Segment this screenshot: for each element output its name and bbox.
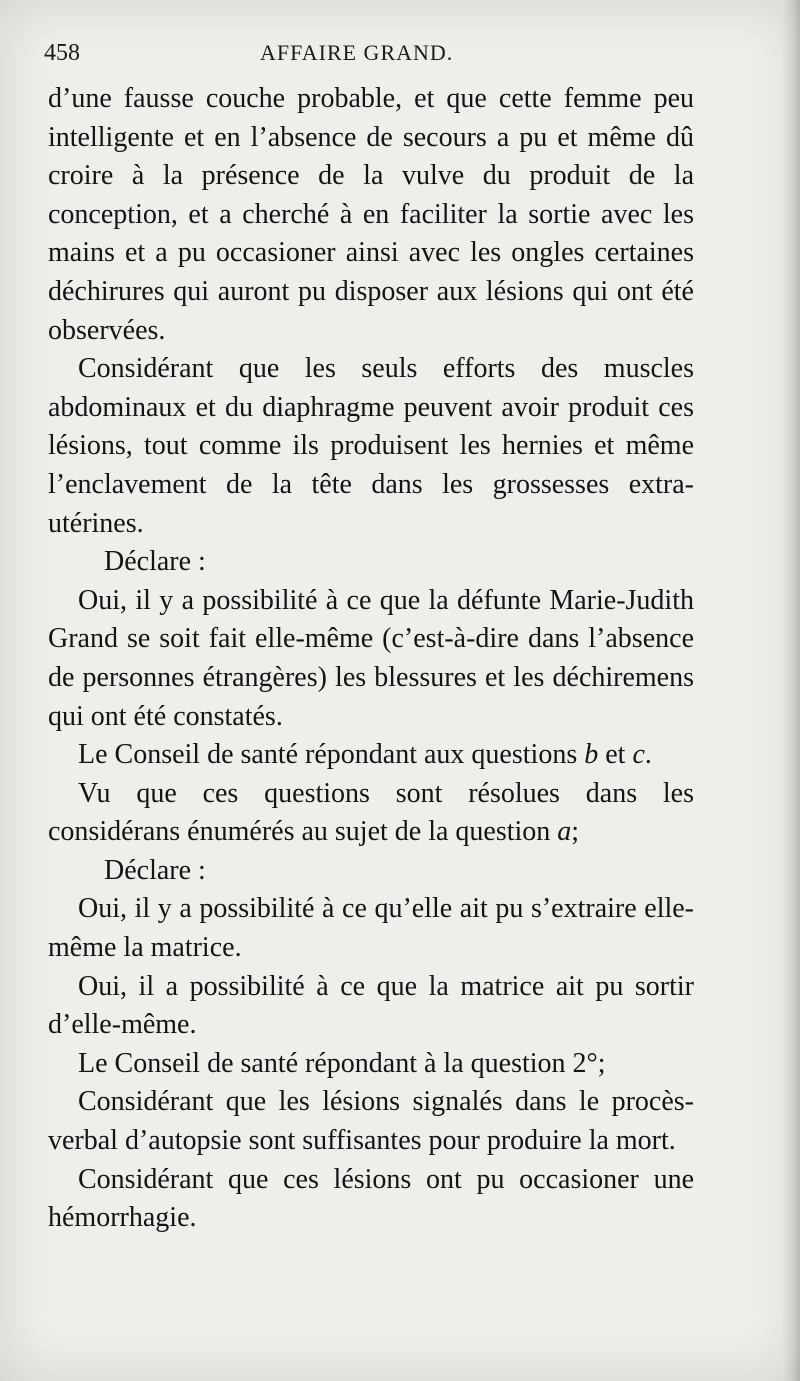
paragraph-9: Oui, il a possibilité à ce que la matrice ait pu sortir d’elle-même.	[48, 970, 694, 1041]
paragraph-11: Considérant que les lésions signalés dans le procès-verbal d’autopsie sont suffisantes pour produire la mort.	[48, 1086, 694, 1157]
paragraph-5-text: Le Conseil de santé répondant aux questions	[78, 739, 585, 771]
paragraph-2: Considérant que les seuls efforts des muscles abdominaux et du diaphragme peuvent avoir produit ces lésions, tout comme ils produisent les hernies et même l’enclavement de la tête dans les grossesses extra-utérines.	[48, 353, 694, 539]
paragraph-10: Le Conseil de santé répondant à la question 2°;	[78, 1047, 606, 1079]
page-gutter-shadow	[782, 0, 800, 1381]
paragraph-6-text: Vu que ces questions sont résolues dans les considérans énumérés au sujet de la question	[48, 777, 694, 848]
paragraph-12: Considérant que ces lésions ont pu occasioner une hémorrhagie.	[48, 1163, 694, 1234]
paragraph-6	[48, 775, 694, 852]
paragraph-8: Oui, il y a possibilité à ce qu’elle ait pu s’extraire elle-même la matrice.	[48, 893, 694, 964]
running-title: AFFAIRE GRAND.	[260, 40, 454, 65]
declare-heading-1: Déclare :	[104, 546, 206, 578]
page-body	[48, 80, 694, 1238]
paragraph-1: d’une fausse couche probable, et que cette femme peu intelligente et en l’absence de secours a pu et même dû croire à la présence de la vulve du produit de la conception, et a cherché à en faciliter la sortie avec les mains et a pu occasioner ainsi avec les ongles certaines déchirures qui auront pu disposer aux lésions qui ont été observées.	[48, 83, 694, 346]
question-a-letter: a	[557, 816, 572, 848]
page-header	[44, 34, 684, 74]
paragraph-6-end: ;	[571, 816, 580, 848]
declare-heading-2: Déclare :	[104, 854, 206, 886]
question-b-letter: b	[584, 739, 599, 771]
paragraph-5	[48, 736, 694, 775]
paragraph-4: Oui, il y a possibilité à ce que la défunte Marie-Judith Grand se soit fait elle-même (c’est-à-dire dans l’absence de personnes étrangères) les blessures et les déchiremens qui ont été constatés.	[48, 584, 694, 732]
paragraph-5-end: .	[644, 739, 652, 771]
paragraph-5-conjunction: et	[598, 739, 633, 771]
question-c-letter: c	[632, 739, 645, 771]
page-number: 458	[44, 40, 80, 66]
